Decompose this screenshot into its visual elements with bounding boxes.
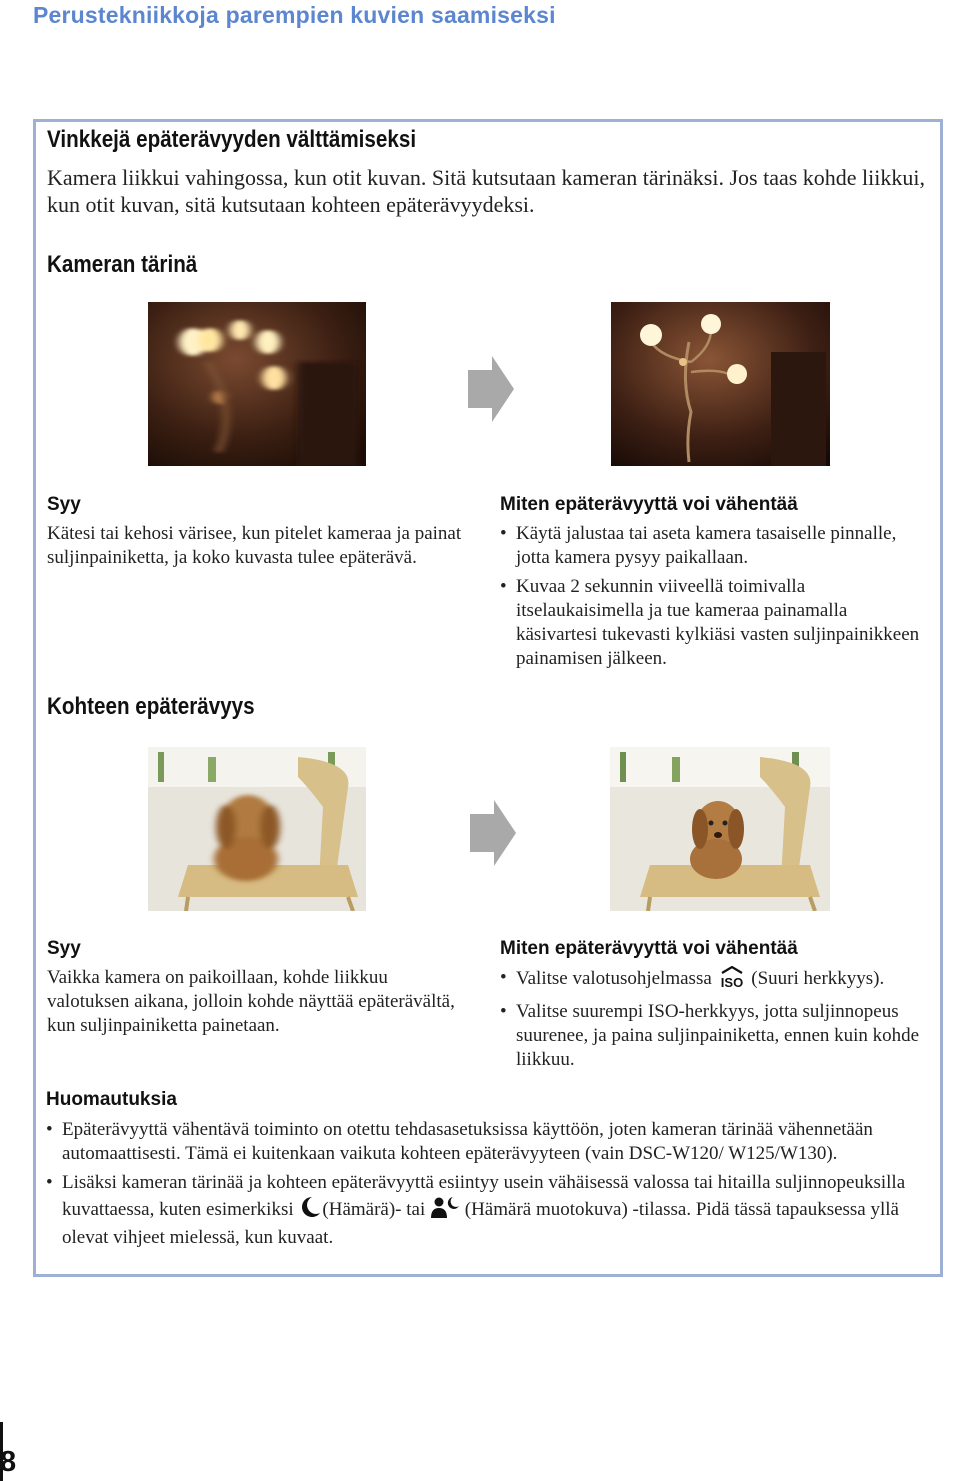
blurry-lamp-photo: [148, 302, 366, 466]
sharp-lamp-photo: [611, 302, 830, 466]
note2-part1: Lisäksi kameran tärinää ja kohteen epäterävyyttä esiintyy usein vähäisessä valossa tai hitailla suljinnopeuksilla kuvattaessa, kuten esimerkiksi: [62, 1172, 906, 1220]
subject-blur-cause-heading: Syy: [47, 938, 81, 959]
camera-shake-heading: Kameran tärinä: [47, 251, 198, 278]
intro-text: Kamera liikkui vahingossa, kun otit kuvan. Sitä kutsutaan kameran tärinäksi. Jos taas kohde liikkui, kun otit kuvan, sitä kutsutaan kohteen epäterävyydeksi.: [47, 165, 926, 217]
camera-shake-cause-heading: Syy: [47, 494, 81, 515]
subject-blur-fix-list: [500, 966, 940, 1077]
high-sensitivity-iso-icon: [717, 966, 747, 995]
list-item: • Käytä jalustaa tai aseta kamera tasaiselle pinnalle, jotta kamera pysyy paikallaan.: [500, 522, 920, 570]
svg-text:ISO: ISO: [720, 975, 743, 988]
note2-part2: (Hämärä)- tai: [322, 1199, 426, 1220]
camera-shake-fix-list: [500, 522, 920, 676]
notes-heading: Huomautuksia: [46, 1089, 177, 1110]
sharp-dog-photo: [610, 747, 830, 911]
notes-list: [46, 1118, 926, 1255]
right-arrow-icon: [468, 798, 518, 873]
fix1-after: (Suuri herkkyys).: [751, 968, 885, 989]
twilight-portrait-icon: [430, 1195, 460, 1226]
list-item: • Epäterävyyttä vähentävä toiminto on otettu tehdasasetuksissa käyttöön, joten kameran tärinää vähennetään automaattisesti. Tämä ei kuitenkaan vaikuta kohteen epäterävyyteen (vain DSC-W120/ W125/W130).: [46, 1118, 926, 1166]
list-item: • Kuvaa 2 sekunnin viiveellä toimivalla itselaukaisimella ja tue kameraa painamalla käsivartesi tukevasti kylkiäsi vasten suljinpainikkeen painamisen jälkeen.: [500, 575, 920, 671]
camera-shake-cause-text: Kätesi tai kehosi värisee, kun pitelet kameraa ja painat suljinpainiketta, ja koko kuvasta tulee epäterävä.: [47, 523, 462, 568]
twilight-moon-icon: [298, 1195, 322, 1226]
running-header: Perustekniikkoja parempien kuvien saamiseksi: [33, 2, 556, 28]
subject-blur-heading: Kohteen epäterävyys: [47, 693, 255, 720]
page-number: 8: [0, 1446, 17, 1478]
list-item: [500, 966, 940, 995]
subject-blur-fix-heading: Miten epäterävyyttä voi vähentää: [500, 938, 798, 959]
list-item: [46, 1171, 926, 1250]
blurry-dog-photo: [148, 747, 366, 911]
right-arrow-icon: [466, 354, 516, 429]
list-item: • Valitse suurempi ISO-herkkyys, jotta suljinnopeus suurenee, ja paina suljinpainiketta, ennen kuin kohde liikkuu.: [500, 1000, 940, 1072]
subject-blur-cause-text: Vaikka kamera on paikoillaan, kohde liikkuu valotuksen aikana, jolloin kohde näyttää epäterävältä, kun suljinpainiketta painetaan.: [47, 967, 455, 1036]
camera-shake-fix-heading: Miten epäterävyyttä voi vähentää: [500, 494, 798, 515]
note2-part3: (Hämärä muotokuva) -tilassa. Pidä tässä tapauksessa yllä olevat vihjeet mielessä, kun kuvaat.: [62, 1199, 899, 1248]
fix1-before: Valitse valotusohjelmassa: [516, 968, 712, 989]
box-title: Vinkkejä epäterävyyden välttämiseksi: [47, 126, 417, 153]
